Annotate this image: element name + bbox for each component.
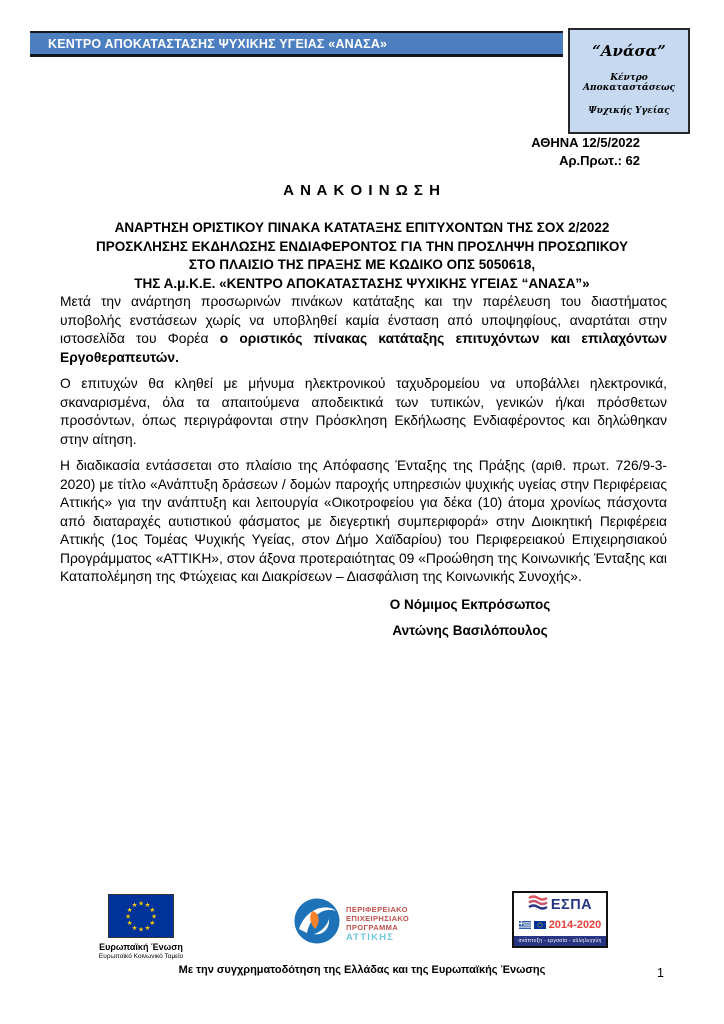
- eu-flag-icon: [96, 894, 186, 938]
- subject-block: [0, 219, 724, 293]
- pep-attiki-logo-text: [346, 905, 409, 943]
- paragraph-1-text: Μετά την ανάρτηση προσωρινών πινάκων κατάταξης και την παρέλευση του διαστήματος υποβολής ενστάσεων χωρίς να υποβληθεί καμία ένσταση από υποψηφίους, αναρτάται στην ιστοσελίδα του Φορέα: [60, 294, 667, 346]
- eu-logo-block: [96, 894, 186, 960]
- svg-text:★: ★: [131, 923, 138, 932]
- pep-attiki-logo-block: [294, 898, 409, 949]
- pep-line-1: ΠΕΡΙΦΕΡΕΙΑΚΟ: [346, 904, 408, 914]
- date-block: [531, 134, 640, 170]
- svg-text:★: ★: [131, 901, 138, 910]
- greek-flag-icon: [519, 916, 531, 934]
- signature-block: [350, 597, 590, 638]
- pep-line-2: ΕΠΙΧΕΙΡΗΣΙΑΚΟ: [346, 913, 410, 923]
- svg-text:★: ★: [126, 919, 133, 927]
- pep-line-3: ΠΡΟΓΡΑΜΜΑ: [346, 922, 399, 932]
- espa-years: 2014-2020: [548, 919, 602, 931]
- page-title: Α Ν Α Κ Ο Ι Ν Ω Σ Η: [283, 182, 441, 199]
- eu-caption-fund: Ευρωπαϊκό Κοινωνικό Ταμείο: [98, 953, 184, 960]
- page-number: 1: [657, 966, 664, 980]
- paragraph-3: Η διαδικασία εντάσσεται στο πλαίσιο της Απόφασης Ένταξης της Πράξης (αριθ. πρωτ. 726/9-3-2020) με τίτλο «Ανάπτυξη δράσεων / δομών παροχής υπηρεσιών ψυχικής υγείας στην Περιφέρειας Αττικής» για την ανάπτυξη και λειτουργία «Οικοτροφείου για δέκα (10) άτομα χρονίως πάσχοντα από διαταραχές αυτιστικού φάσματος με διεγερτική συμπεριφορά» στην Διοικητική Περιφέρεια Αττικής (1ος Τομέας Ψυχικής Υγείας, στον Δήμο Χαϊδαρίου) του Περιφερειακού Επιχειρησιακού Προγράμματος «ΑΤΤΙΚΗ», στον άξονα προτεραιότητας 09 «Προώθηση της Κοινωνικής Ένταξης και Καταπολέμηση της Φτώχειας και Διακρίσεων – Διασφάλιση της Κοινωνικής Συνοχής».: [60, 458, 667, 584]
- subject-line-4: ΤΗΣ Α.μ.Κ.Ε. «ΚΕΝΤΡΟ ΑΠΟΚΑΤΑΣΤΑΣΗΣ ΨΥΧΙΚΗΣ ΥΓΕΙΑΣ “ΑΝΑΣΑ”»: [134, 275, 590, 291]
- svg-text:★: ★: [126, 906, 133, 914]
- footer: [0, 886, 724, 996]
- header-bar-title: ΚΕΝΤΡΟ ΑΠΟΚΑΤΑΣΤΑΣΗΣ ΨΥΧΙΚΗΣ ΥΓΕΙΑΣ «ΑΝΑΣΑ»: [48, 36, 388, 51]
- anasa-logo-line1: Κέντρο Αποκαταστάσεως: [583, 73, 675, 93]
- svg-text:★: ★: [149, 919, 156, 927]
- signature-name: Αντώνης Βασιλόπουλος: [392, 622, 548, 638]
- subject-line-1: ΑΝΑΡΤΗΣΗ ΟΡΙΣΤΙΚΟΥ ΠΙΝΑΚΑ ΚΑΤΑΤΑΞΗΣ ΕΠΙΤΥΧΟΝΤΩΝ ΤΗΣ ΣΟΧ 2/2022: [114, 220, 610, 235]
- city-date: ΑΘΗΝΑ 12/5/2022: [531, 135, 640, 150]
- anasa-logo: [568, 28, 690, 134]
- paragraph-1: [60, 293, 667, 367]
- header-bar: [30, 31, 563, 57]
- svg-text:★: ★: [125, 912, 131, 921]
- espa-logo-block: [512, 891, 608, 948]
- svg-text:★: ★: [144, 923, 151, 932]
- eu-caption-union: Ευρωπαϊκή Ένωση: [99, 942, 183, 952]
- paragraphs: [60, 293, 667, 587]
- anasa-logo-title: “Ανάσα”: [592, 42, 666, 60]
- svg-text:★: ★: [151, 912, 157, 921]
- espa-title: ΕΣΠΑ: [550, 897, 593, 913]
- protocol-number: Αρ.Πρωτ.: 62: [559, 153, 640, 168]
- svg-text:★: ★: [138, 925, 144, 934]
- pep-line-attiki: ΑΤΤΙΚΗΣ: [346, 931, 395, 943]
- svg-text:★: ★: [149, 906, 156, 914]
- anasa-logo-line2: Ψυχικής Υγείας: [588, 106, 670, 116]
- espa-waves-icon: [528, 895, 548, 915]
- signature-role: Ο Νόμιμος Εκπρόσωπος: [389, 596, 551, 612]
- espa-tagline: ανάπτυξη - εργασία - αλληλεγγύη: [514, 936, 606, 946]
- svg-text:★: ★: [144, 901, 151, 910]
- paragraph-2: Ο επιτυχών θα κληθεί με μήνυμα ηλεκτρονικού ταχυδρομείου να υποβάλλει ηλεκτρονικά, σκαναρισμένα, όλα τα απαιτούμενα αποδεικτικά των τυπικών, γενικών ή/και πρόσθετων προσόντων, όπως περιγράφονται στην Πρόσκληση Εκδήλωσης Ενδιαφέροντος και δηλώθηκαν στην αίτηση.: [60, 376, 667, 447]
- subject-line-2: ΠΡΟΣΚΛΗΣΗΣ ΕΚΔΗΛΩΣΗΣ ΕΝΔΙΑΦΕΡΟΝΤΟΣ ΓΙΑ ΤΗΝ ΠΡΟΣΛΗΨΗ ΠΡΟΣΩΠΙΚΟΥ: [96, 238, 628, 254]
- pep-attiki-logo-icon: [294, 898, 340, 949]
- cofinance-text: Με την συγχρηματοδότηση της Ελλάδας και της Ευρωπαϊκής Ένωσης: [178, 964, 546, 976]
- subject-line-3: ΣΤΟ ΠΛΑΙΣΙΟ ΤΗΣ ΠΡΑΞΗΣ ΜΕ ΚΩΔΙΚΟ ΟΠΣ 5050618,: [188, 257, 536, 272]
- document-body: [0, 182, 724, 638]
- svg-text:★: ★: [138, 899, 144, 908]
- eu-mini-flag-icon: [534, 916, 546, 934]
- paragraph-1-bold: ο οριστικός πίνακας κατάταξης επιτυχόντων και επιλαχόντων Εργοθεραπευτών.: [60, 331, 667, 365]
